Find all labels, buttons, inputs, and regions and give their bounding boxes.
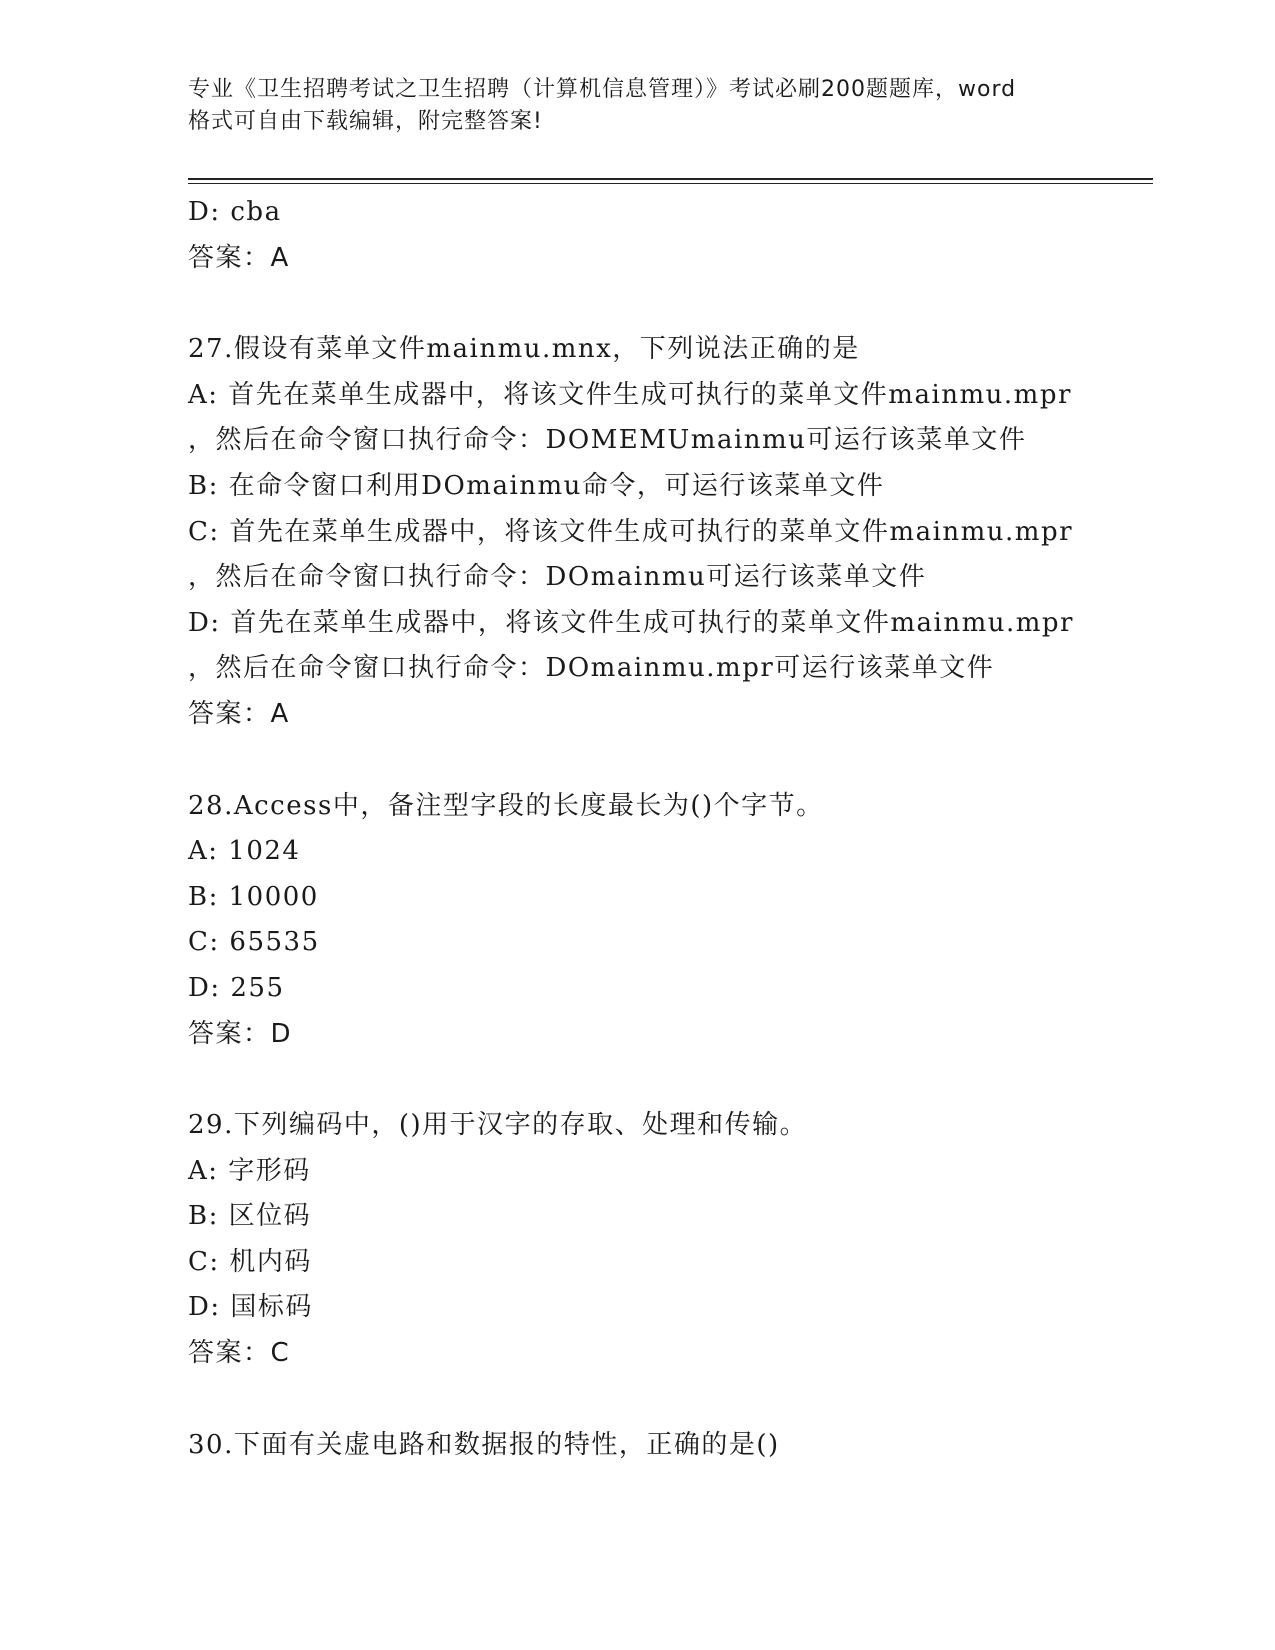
option-b: B: 10000 bbox=[188, 881, 319, 912]
spacer bbox=[188, 281, 1153, 327]
question-block-30 bbox=[188, 1423, 1153, 1469]
question-list bbox=[188, 190, 1153, 1468]
question-stem: 29.下列编码中，()用于汉字的存取、处理和传输。 bbox=[188, 1110, 808, 1141]
header-line-2: 格式可自由下载编辑，附完整答案! bbox=[188, 109, 543, 134]
answer-line: 答案：A bbox=[188, 242, 290, 273]
option-a-continued: ，然后在命令窗口执行命令：DOMEMUmainmu可运行该菜单文件 bbox=[188, 425, 1027, 456]
answer-line: 答案：C bbox=[188, 1338, 291, 1369]
option-c: C: 首先在菜单生成器中，将该文件生成可执行的菜单文件mainmu.mpr bbox=[188, 516, 1074, 547]
question-stem: 30.下面有关虚电路和数据报的特性，正确的是() bbox=[188, 1429, 780, 1460]
option-d: D: 首先在菜单生成器中，将该文件生成可执行的菜单文件mainmu.mpr bbox=[188, 607, 1074, 638]
answer-line: 答案：D bbox=[188, 1018, 293, 1049]
header-divider bbox=[188, 178, 1153, 184]
option-c: C: 机内码 bbox=[188, 1246, 312, 1277]
option-c-continued: ，然后在命令窗口执行命令：DOmainmu可运行该菜单文件 bbox=[188, 562, 927, 593]
question-block-29 bbox=[188, 1103, 1153, 1377]
document-header bbox=[188, 74, 1088, 138]
option-a: A: 字形码 bbox=[188, 1155, 311, 1186]
spacer bbox=[188, 738, 1153, 784]
option-d: D: 255 bbox=[188, 972, 285, 1003]
answer-line: 答案：A bbox=[188, 698, 290, 729]
question-stem: 27.假设有菜单文件mainmu.mnx，下列说法正确的是 bbox=[188, 334, 860, 365]
option-d: D: cba bbox=[188, 197, 282, 227]
option-c: C: 65535 bbox=[188, 927, 320, 958]
question-block-27 bbox=[188, 327, 1153, 737]
header-line-1: 专业《卫生招聘考试之卫生招聘（计算机信息管理）》考试必刷200题题库，word bbox=[188, 77, 1017, 102]
option-d: D: 国标码 bbox=[188, 1292, 313, 1323]
option-b: B: 在命令窗口利用DOmainmu命令，可运行该菜单文件 bbox=[188, 470, 885, 501]
option-a: A: 首先在菜单生成器中，将该文件生成可执行的菜单文件mainmu.mpr bbox=[188, 379, 1072, 410]
question-block-prev bbox=[188, 190, 1153, 281]
option-a: A: 1024 bbox=[188, 836, 301, 867]
spacer bbox=[188, 1057, 1153, 1103]
option-d-continued: ，然后在命令窗口执行命令：DOmainmu.mpr可运行该菜单文件 bbox=[188, 653, 995, 684]
question-block-28 bbox=[188, 784, 1153, 1058]
question-stem: 28.Access中，备注型字段的长度最长为()个字节。 bbox=[188, 790, 824, 821]
spacer bbox=[188, 1377, 1153, 1423]
option-b: B: 区位码 bbox=[188, 1201, 312, 1232]
